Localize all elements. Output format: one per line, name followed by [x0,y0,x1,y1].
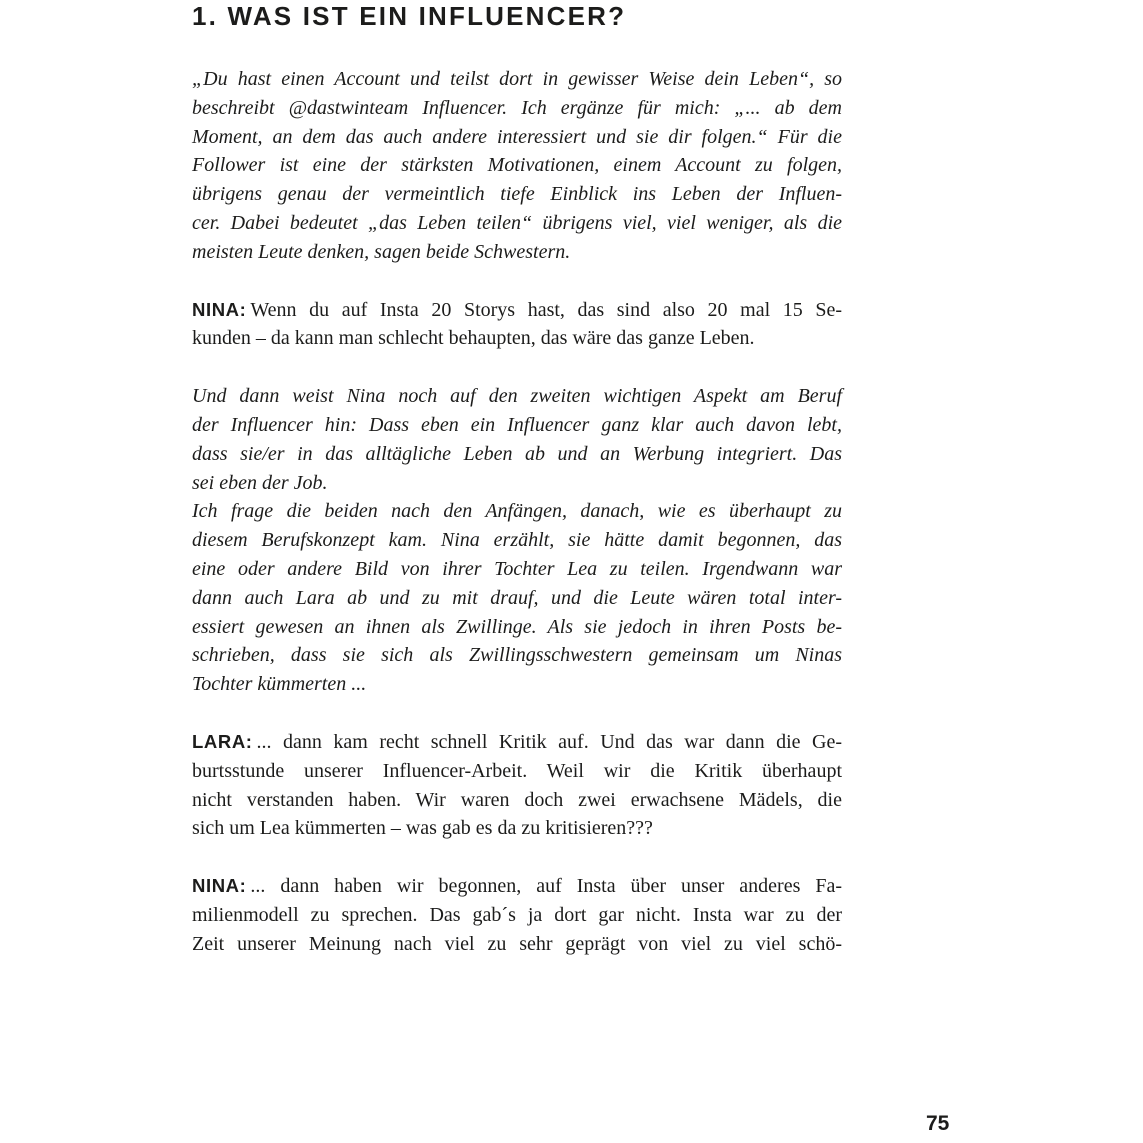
text-line: sei eben der Job. [192,471,328,494]
text-line: Und dann weist Nina noch auf den zweiten wichtigen Aspekt am Beruf [192,385,842,408]
text-line: milienmodell zu sprechen. Das gab´s ja dort gar nicht. Insta war zu der [192,903,842,926]
text-line: Zeit unserer Meinung nach viel zu sehr geprägt von viel zu viel schö- [192,932,842,955]
text-line: dass sie/er in das alltägliche Leben ab und an Werbung integriert. Das [192,442,842,465]
text-line [192,296,842,325]
dialogue-text: ... dann haben wir begonnen, auf Insta über unser anderes Fa- [250,875,842,898]
text-line: Tochter kümmerten ... [192,673,367,696]
text-line: kunden – da kann man schlecht behaupten, das wäre das ganze Leben. [192,327,755,350]
dialogue-text: Wenn du auf Insta 20 Storys hast, das sind also 20 mal 15 Se- [250,298,842,321]
text-line: übrigens genau der vermeintlich tiefe Einblick ins Leben der Influen- [192,183,842,206]
text-line [192,872,842,901]
speaker-label: NINA: [192,298,247,320]
text-line: cer. Dabei bedeutet „das Leben teilen“ übrigens viel, viel weniger, als die [192,211,842,234]
text-line: Moment, an dem das auch andere interessiert und sie dir folgen.“ Für die [192,125,842,148]
text-line: der Influencer hin: Dass eben ein Influencer ganz klar auch davon lebt, [192,413,842,436]
narration-paragraph [192,65,842,267]
text-line: eine oder andere Bild von ihrer Tochter Lea zu teilen. Irgendwann war [192,557,842,580]
narration-paragraph [192,382,842,699]
text-line [192,728,842,757]
speaker-label: NINA: [192,875,247,897]
speaker-label: LARA: [192,730,253,752]
page-number: 75 [926,1112,950,1135]
text-line: essiert gewesen an ihnen als Zwillinge. Als sie jedoch in ihren Posts be- [192,615,842,638]
chapter-title: 1. WAS IST EIN INFLUENCER? [192,1,627,31]
text-line: meisten Leute denken, sagen beide Schwestern. [192,240,571,263]
text-line: nicht verstanden haben. Wir waren doch zwei erwachsene Mädels, die [192,788,842,811]
text-line: diesem Berufskonzept kam. Nina erzählt, sie hätte damit begonnen, das [192,529,842,552]
text-line: Ich frage die beiden nach den Anfängen, danach, wie es überhaupt zu [192,500,842,523]
text-column [192,0,842,959]
text-line: sich um Lea kümmerten – was gab es da zu kritisieren??? [192,817,653,840]
text-line: „Du hast einen Account und teilst dort in gewisser Weise dein Leben“, so [192,68,842,90]
dialogue-paragraph-nina [192,872,842,958]
text-line: beschreibt @dastwinteam Influencer. Ich ergänze für mich: „... ab dem [192,96,842,119]
dialogue-text: ... dann kam recht schnell Kritik auf. Und das war dann die Ge- [256,730,842,753]
dialogue-paragraph-lara [192,728,842,843]
dialogue-paragraph-nina [192,296,842,354]
text-line: dann auch Lara ab und zu mit drauf, und die Leute wären total inter- [192,586,842,609]
text-line: schrieben, dass sie sich als Zwillingsschwestern gemeinsam um Ninas [192,644,842,667]
text-line: Follower ist eine der stärksten Motivationen, einem Account zu folgen, [192,154,842,177]
text-line: burtsstunde unserer Influencer-Arbeit. Weil wir die Kritik überhaupt [192,759,842,782]
